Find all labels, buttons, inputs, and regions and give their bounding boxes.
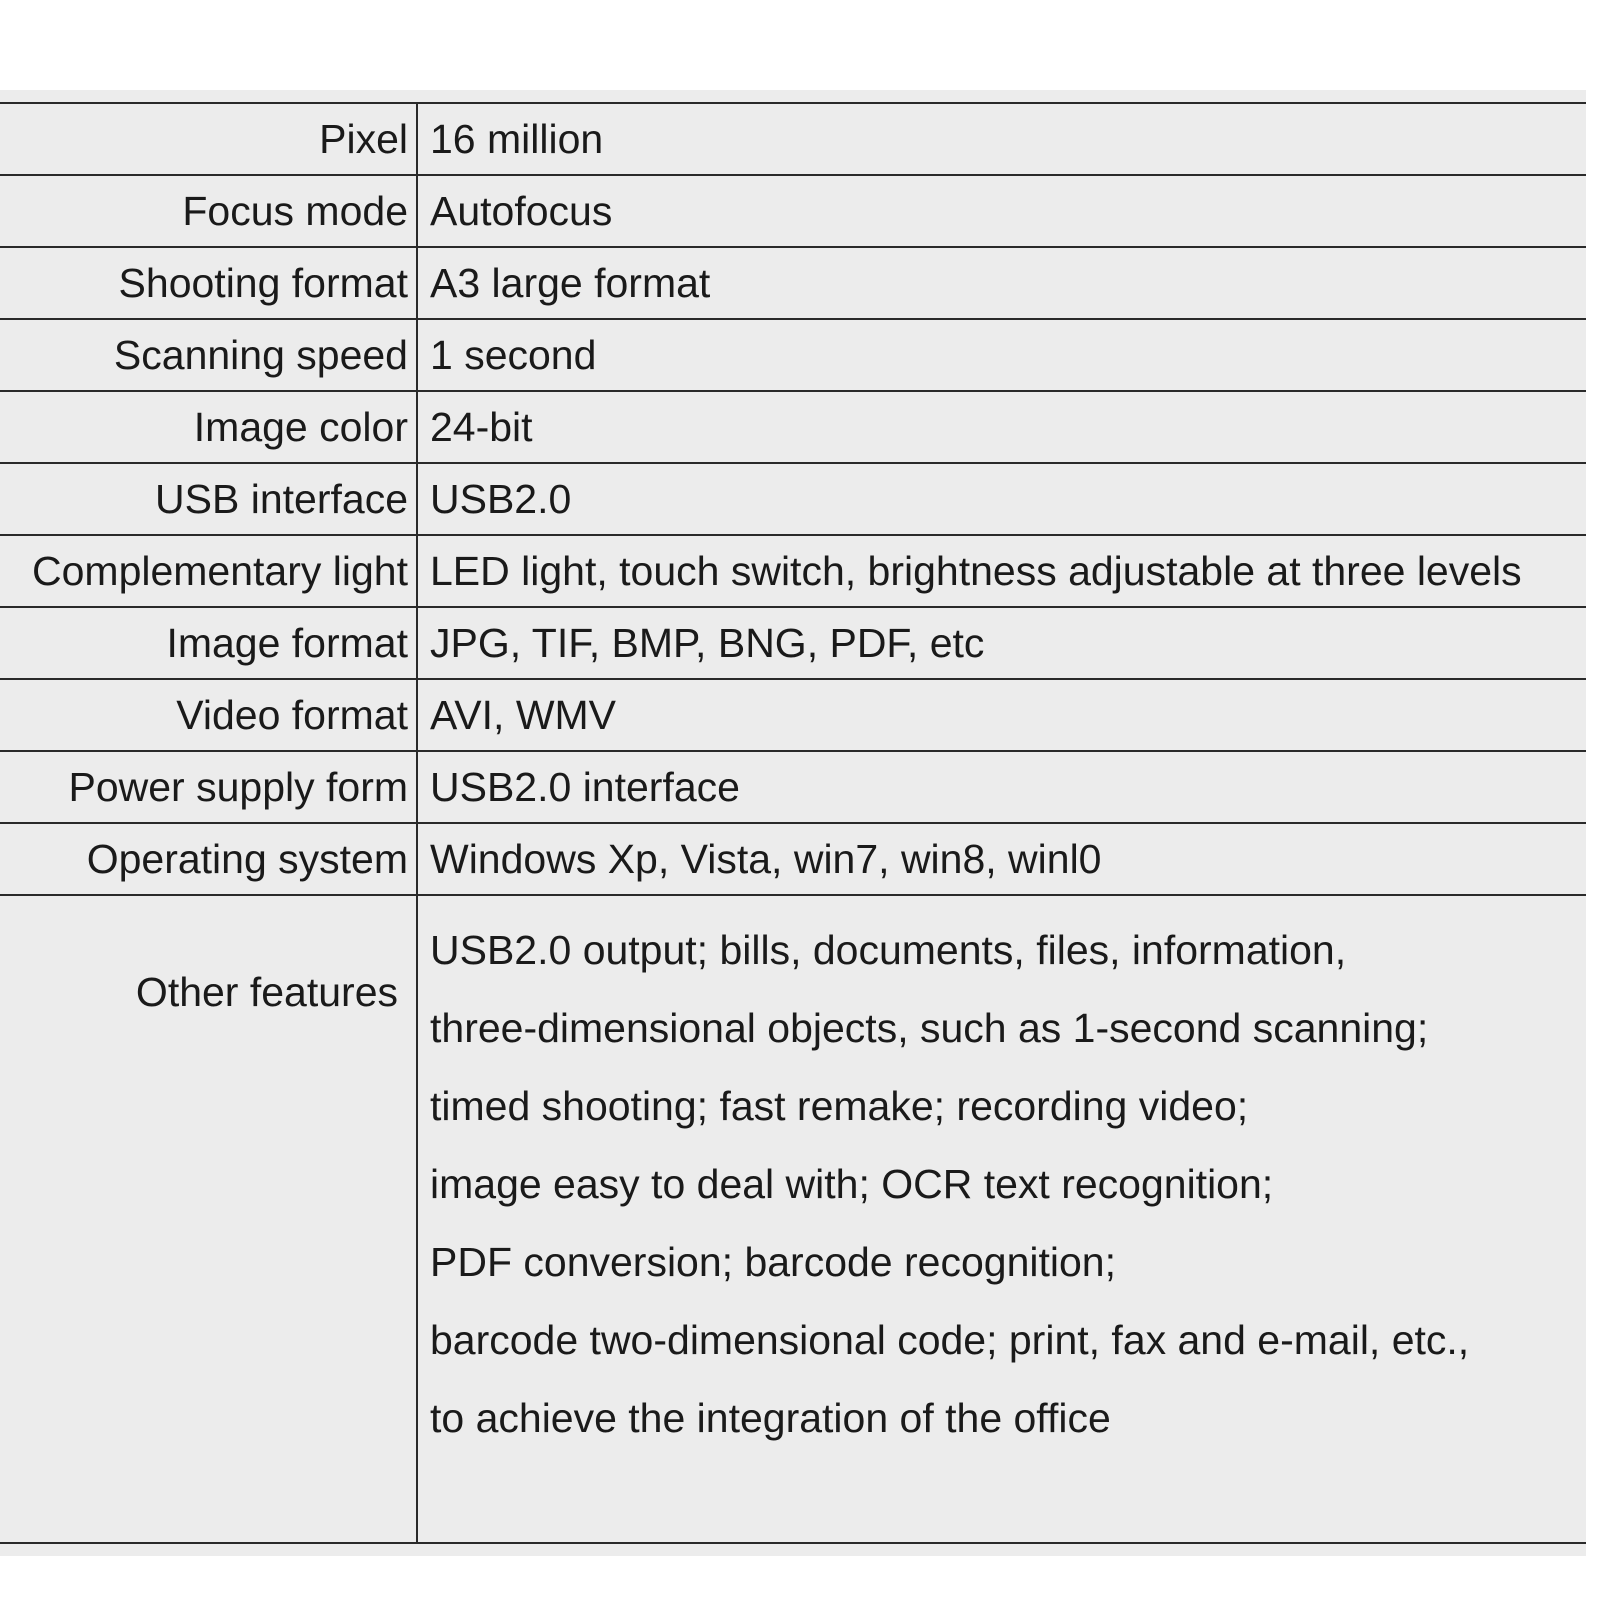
spec-label: Pixel	[0, 103, 417, 175]
spec-label: Power supply form	[0, 751, 417, 823]
spec-value: USB2.0 interface	[417, 751, 1586, 823]
spec-value: A3 large format	[417, 247, 1586, 319]
spec-value: JPG, TIF, BMP, BNG, PDF, etc	[417, 607, 1586, 679]
spec-row-focus-mode	[0, 175, 1586, 247]
spec-row-video-format	[0, 679, 1586, 751]
spec-row-shooting-format	[0, 247, 1586, 319]
spec-row-complementary-light	[0, 535, 1586, 607]
spec-value: Windows Xp, Vista, win7, win8, winl0	[417, 823, 1586, 895]
spec-value: 16 million	[417, 103, 1586, 175]
spec-row-operating-system	[0, 823, 1586, 895]
spec-row-image-color	[0, 391, 1586, 463]
feature-line: three-dimensional objects, such as 1-second scanning;	[430, 1005, 1429, 1051]
spec-row-other-features	[0, 895, 1586, 1543]
spec-label: Operating system	[0, 823, 417, 895]
feature-line: PDF conversion; barcode recognition;	[430, 1239, 1116, 1285]
spec-row-usb-interface	[0, 463, 1586, 535]
spec-label: Video format	[0, 679, 417, 751]
spec-value: LED light, touch switch, brightness adjustable at three levels	[417, 535, 1586, 607]
spec-table	[0, 102, 1586, 1544]
feature-line: to achieve the integration of the office	[430, 1395, 1111, 1441]
spec-label: Scanning speed	[0, 319, 417, 391]
feature-line: barcode two-dimensional code; print, fax and e-mail, etc.,	[430, 1317, 1470, 1363]
spec-panel	[0, 90, 1586, 1556]
spec-label: USB interface	[0, 463, 417, 535]
spec-row-scanning-speed	[0, 319, 1586, 391]
spec-label: Image color	[0, 391, 417, 463]
spec-label: Focus mode	[0, 175, 417, 247]
other-features-list	[417, 895, 1586, 1543]
spec-value: 1 second	[417, 319, 1586, 391]
spec-value: AVI, WMV	[417, 679, 1586, 751]
spec-row-pixel	[0, 103, 1586, 175]
spec-label: Complementary light	[0, 535, 417, 607]
feature-line: image easy to deal with; OCR text recognition;	[430, 1161, 1274, 1207]
spec-value: USB2.0	[417, 463, 1586, 535]
spec-row-power-supply-form	[0, 751, 1586, 823]
spec-label: Image format	[0, 607, 417, 679]
feature-line: USB2.0 output; bills, documents, files, information,	[430, 927, 1347, 973]
spec-row-image-format	[0, 607, 1586, 679]
feature-line: timed shooting; fast remake; recording video;	[430, 1083, 1249, 1129]
spec-value: 24-bit	[417, 391, 1586, 463]
spec-label: Other features	[0, 895, 417, 1543]
spec-value: Autofocus	[417, 175, 1586, 247]
spec-label: Shooting format	[0, 247, 417, 319]
